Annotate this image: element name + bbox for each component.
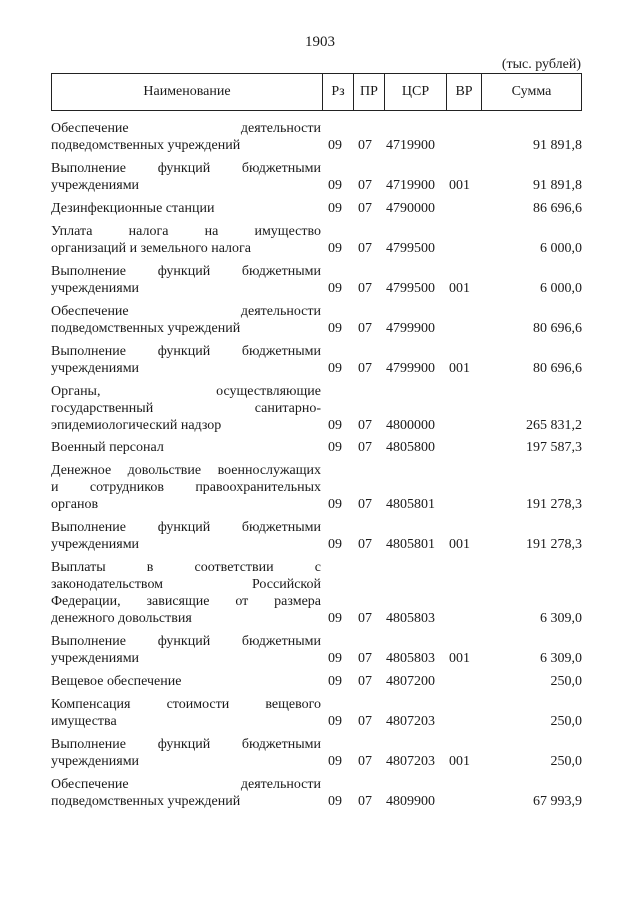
row-csr: 4799900 <box>386 321 435 336</box>
row-rz: 09 <box>328 497 342 512</box>
row-csr: 4800000 <box>386 418 435 433</box>
row-csr: 4719900 <box>386 178 435 193</box>
row-name-line: подведомственных учреждений <box>51 138 241 153</box>
row-name-line: Выполнение функций бюджетными <box>51 344 321 359</box>
row-name-line: Обеспечение деятельности <box>51 304 321 319</box>
row-rz: 09 <box>328 754 342 769</box>
row-name-line: Денежное довольствие военнослужащих <box>51 463 321 478</box>
row-sum: 80 696,6 <box>533 321 582 336</box>
row-vr: 001 <box>449 281 470 296</box>
row-name-line: органов <box>51 497 99 512</box>
row-name <box>51 383 321 434</box>
row-pr: 07 <box>358 418 372 433</box>
row-pr: 07 <box>358 754 372 769</box>
row-csr: 4805801 <box>386 537 435 552</box>
row-name-line: Выплаты в соответствии с <box>51 560 321 575</box>
row-name <box>51 439 321 456</box>
row-name-line: законодательством Российской <box>51 577 321 592</box>
row-rz: 09 <box>328 794 342 809</box>
table-row <box>51 160 582 194</box>
row-sum: 6 309,0 <box>540 611 582 626</box>
row-name <box>51 673 321 690</box>
row-sum: 197 587,3 <box>526 440 582 455</box>
table-row <box>51 223 582 257</box>
row-pr: 07 <box>358 178 372 193</box>
row-name <box>51 223 321 257</box>
row-pr: 07 <box>358 201 372 216</box>
header-sum: Сумма <box>481 74 581 110</box>
row-vr: 001 <box>449 754 470 769</box>
table-header <box>51 73 582 111</box>
row-csr: 4719900 <box>386 138 435 153</box>
row-sum: 250,0 <box>550 674 582 689</box>
row-name <box>51 633 321 667</box>
table-row <box>51 120 582 154</box>
header-vr: ВР <box>446 74 481 110</box>
row-csr: 4807200 <box>386 674 435 689</box>
row-sum: 191 278,3 <box>526 497 582 512</box>
row-csr: 4805803 <box>386 611 435 626</box>
row-sum: 265 831,2 <box>526 418 582 433</box>
row-sum: 91 891,8 <box>533 178 582 193</box>
row-rz: 09 <box>328 651 342 666</box>
row-name-line: Обеспечение деятельности <box>51 777 321 792</box>
row-csr: 4799900 <box>386 361 435 376</box>
row-sum: 86 696,6 <box>533 201 582 216</box>
row-name <box>51 559 321 627</box>
table-body <box>51 114 582 810</box>
row-vr: 001 <box>449 651 470 666</box>
row-rz: 09 <box>328 361 342 376</box>
header-csr: ЦСР <box>384 74 446 110</box>
row-vr: 001 <box>449 537 470 552</box>
row-sum: 67 993,9 <box>533 794 582 809</box>
row-pr: 07 <box>358 241 372 256</box>
row-name <box>51 200 321 217</box>
row-name <box>51 776 321 810</box>
row-csr: 4807203 <box>386 714 435 729</box>
row-name-line: Выполнение функций бюджетными <box>51 264 321 279</box>
row-name-line: организаций и земельного налога <box>51 241 251 256</box>
table-row <box>51 462 582 513</box>
row-rz: 09 <box>328 418 342 433</box>
row-rz: 09 <box>328 178 342 193</box>
table-row <box>51 383 582 434</box>
row-name-line: государственный санитарно- <box>51 401 321 416</box>
table-row <box>51 559 582 627</box>
row-name <box>51 263 321 297</box>
row-rz: 09 <box>328 138 342 153</box>
row-csr: 4807203 <box>386 754 435 769</box>
row-name-line: Выполнение функций бюджетными <box>51 634 321 649</box>
row-name-line: Дезинфекционные станции <box>51 201 215 216</box>
row-name-line: эпидемиологический надзор <box>51 418 222 433</box>
row-name-line: учреждениями <box>51 651 140 666</box>
row-rz: 09 <box>328 440 342 455</box>
row-rz: 09 <box>328 674 342 689</box>
table-row <box>51 303 582 337</box>
table-row <box>51 200 582 217</box>
row-name-line: Обеспечение деятельности <box>51 121 321 136</box>
row-name <box>51 519 321 553</box>
row-name-line: Уплата налога на имущество <box>51 224 321 239</box>
table-row <box>51 696 582 730</box>
row-sum: 6 000,0 <box>540 241 582 256</box>
row-pr: 07 <box>358 714 372 729</box>
row-vr: 001 <box>449 178 470 193</box>
row-csr: 4799500 <box>386 281 435 296</box>
row-name-line: подведомственных учреждений <box>51 794 241 809</box>
row-pr: 07 <box>358 361 372 376</box>
row-name-line: Выполнение функций бюджетными <box>51 161 321 176</box>
row-name-line: Военный персонал <box>51 440 164 455</box>
row-name-line: Федерации, зависящие от размера <box>51 594 321 609</box>
row-pr: 07 <box>358 794 372 809</box>
header-pr: ПР <box>353 74 384 110</box>
row-rz: 09 <box>328 611 342 626</box>
row-pr: 07 <box>358 674 372 689</box>
row-pr: 07 <box>358 497 372 512</box>
row-sum: 250,0 <box>550 754 582 769</box>
table-row <box>51 343 582 377</box>
row-pr: 07 <box>358 281 372 296</box>
row-name-line: и сотрудников правоохранительных <box>51 480 321 495</box>
row-name-line: Выполнение функций бюджетными <box>51 737 321 752</box>
table-row <box>51 776 582 810</box>
row-name-line: учреждениями <box>51 537 140 552</box>
row-name-line: Выполнение функций бюджетными <box>51 520 321 535</box>
row-pr: 07 <box>358 321 372 336</box>
table-row <box>51 673 582 690</box>
header-name: Наименование <box>143 84 231 99</box>
row-rz: 09 <box>328 281 342 296</box>
row-name <box>51 160 321 194</box>
row-pr: 07 <box>358 440 372 455</box>
row-sum: 80 696,6 <box>533 361 582 376</box>
row-name <box>51 462 321 513</box>
row-csr: 4799500 <box>386 241 435 256</box>
row-name <box>51 736 321 770</box>
row-name <box>51 120 321 154</box>
table-row <box>51 263 582 297</box>
header-rz: Рз <box>322 74 353 110</box>
row-pr: 07 <box>358 651 372 666</box>
row-sum: 6 309,0 <box>540 651 582 666</box>
row-name-line: имущества <box>51 714 117 729</box>
row-name <box>51 343 321 377</box>
row-csr: 4805801 <box>386 497 435 512</box>
table-row <box>51 439 582 456</box>
row-name-line: Органы, осуществляющие <box>51 384 321 399</box>
row-name-line: учреждениями <box>51 754 140 769</box>
row-csr: 4805803 <box>386 651 435 666</box>
table-row <box>51 519 582 553</box>
row-name <box>51 696 321 730</box>
table-row <box>51 736 582 770</box>
row-csr: 4809900 <box>386 794 435 809</box>
row-sum: 91 891,8 <box>533 138 582 153</box>
row-name-line: Вещевое обеспечение <box>51 674 182 689</box>
row-sum: 6 000,0 <box>540 281 582 296</box>
page-number: 1903 <box>305 34 335 50</box>
row-name-line: учреждениями <box>51 361 140 376</box>
row-rz: 09 <box>328 201 342 216</box>
row-pr: 07 <box>358 138 372 153</box>
row-name-line: Компенсация стоимости вещевого <box>51 697 321 712</box>
row-name-line: денежного довольствия <box>51 611 192 626</box>
units-label: (тыс. рублей) <box>501 57 581 72</box>
row-rz: 09 <box>328 321 342 336</box>
row-sum: 250,0 <box>550 714 582 729</box>
row-rz: 09 <box>328 714 342 729</box>
row-name-line: учреждениями <box>51 281 140 296</box>
row-pr: 07 <box>358 611 372 626</box>
row-vr: 001 <box>449 361 470 376</box>
row-csr: 4805800 <box>386 440 435 455</box>
row-name <box>51 303 321 337</box>
row-pr: 07 <box>358 537 372 552</box>
row-name-line: учреждениями <box>51 178 140 193</box>
row-rz: 09 <box>328 241 342 256</box>
row-name-line: подведомственных учреждений <box>51 321 241 336</box>
row-csr: 4790000 <box>386 201 435 216</box>
table-row <box>51 633 582 667</box>
row-rz: 09 <box>328 537 342 552</box>
row-sum: 191 278,3 <box>526 537 582 552</box>
